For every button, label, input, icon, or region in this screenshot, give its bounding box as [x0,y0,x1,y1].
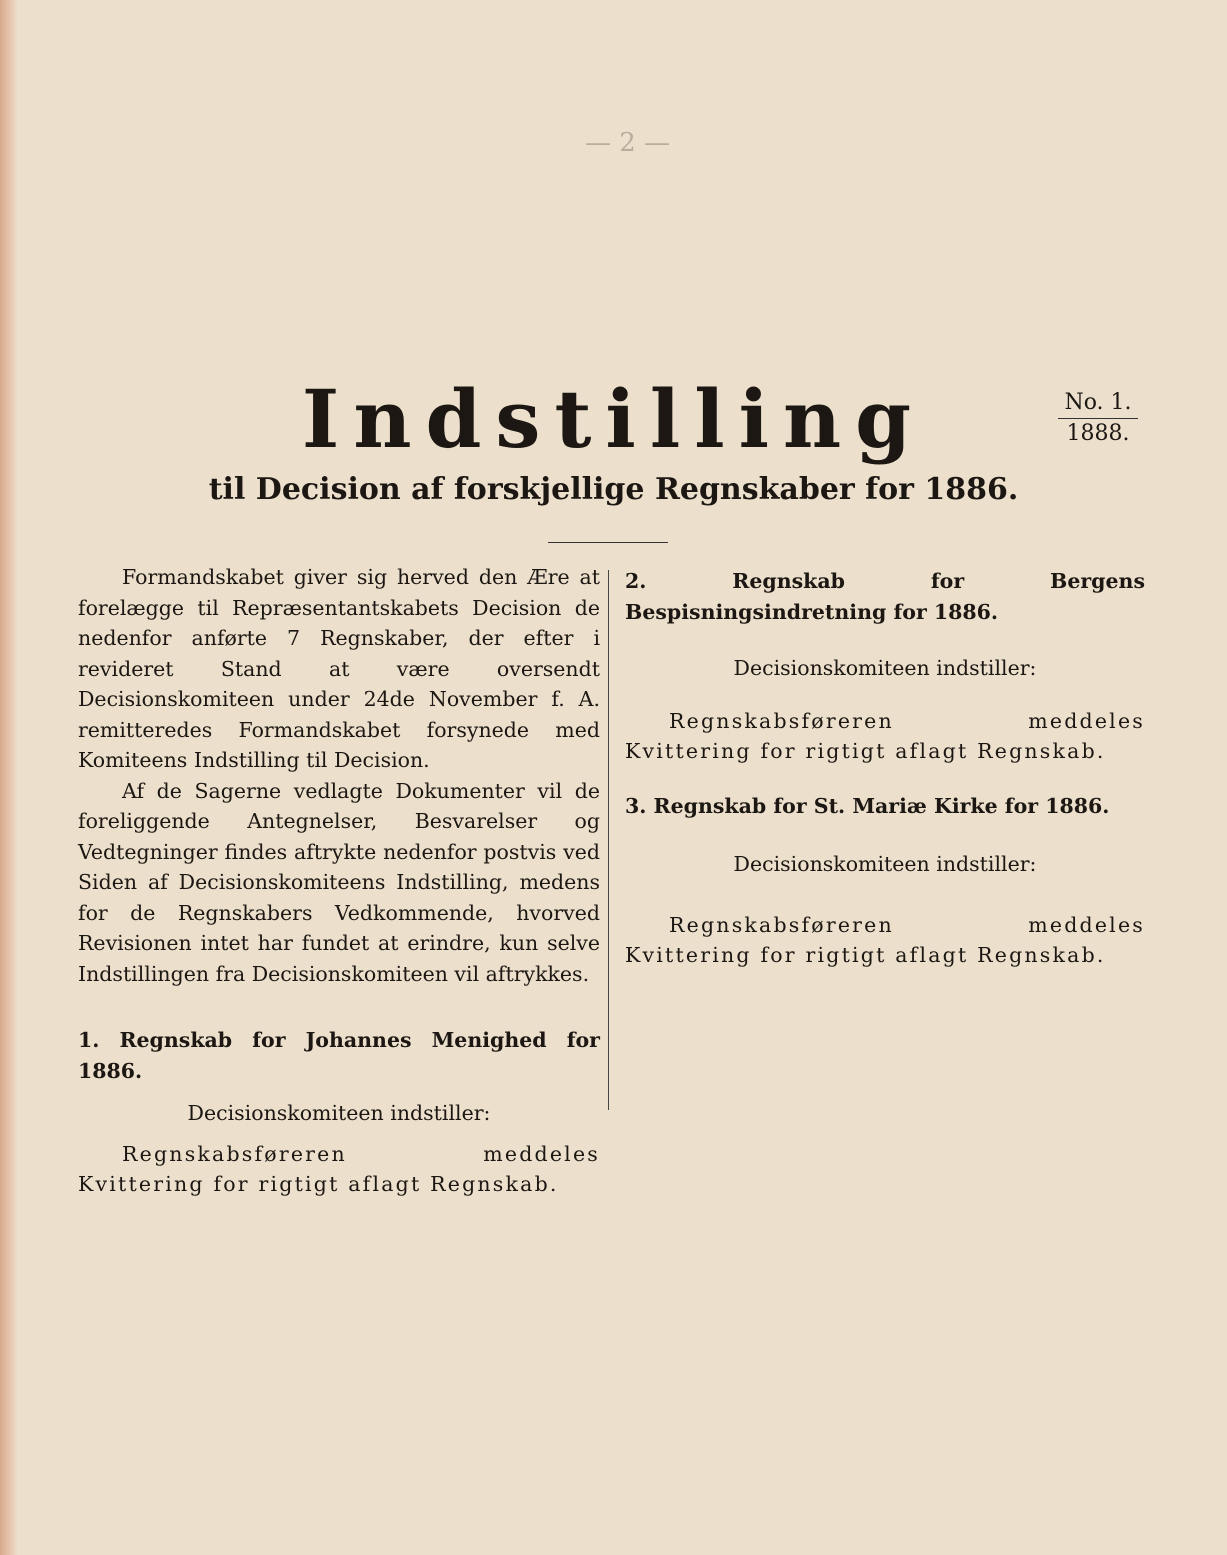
intro-paragraph-2: Af de Sagerne vedlagte Dokumenter vil de foreliggende Antegnelser, Besvarelser og Vedtegninger findes aftrykte nedenfor postvis ved Siden af Decisionskomiteens Indstilling, medens for de Regnskabers Vedkommende, hvorved Revisionen intet har fundet at erindre, kun selve Indstillingen fra Decisionskomiteen vil aftrykkes. [78,778,600,986]
section-recommendation-3: Regnskabsføreren meddeles Kvittering for rigtigt aflagt Regnskab. [625,912,1145,967]
intro-paragraph-1: Formandskabet giver sig herved den Ære at forelægge til Repræsentantskabets Decision de nedenfor anførte 7 Regnskaber, der efter i revideret Stand at være oversendt Decisionskomiteen under 24de November f. A. remitteredes Formandskabet forsynede med Komiteens Indstilling til Decision. [78,565,600,772]
page-edge [0,0,18,1555]
document-number [1058,390,1138,446]
document-number-rule [1058,418,1138,419]
section-heading-1: 1. Regnskab for Johannes Menighed for 1886. [78,1028,600,1083]
section-committee-1: Decisionskomiteen indstiller: [187,1101,491,1125]
document-number-label: No. 1. [1064,390,1132,415]
title-separator [548,542,668,543]
document-year: 1888. [1066,421,1130,446]
section-heading-2: 2. Regnskab for Bergens Bespisningsindretning for 1886. [625,569,1145,624]
section-heading-3: 3. Regnskab for St. Mariæ Kirke for 1886. [625,793,1110,818]
section-recommendation-1: Regnskabsføreren meddeles Kvittering for rigtigt aflagt Regnskab. [78,1141,600,1196]
document-title: Indstilling [301,372,926,466]
section-committee-3: Decisionskomiteen indstiller: [733,852,1037,876]
section-committee-2: Decisionskomiteen indstiller: [733,656,1037,680]
document-subtitle: til Decision af forskjellige Regnskaber for 1886. [208,472,1019,507]
column-divider [608,570,609,1110]
left-column [78,562,600,1200]
right-column [625,566,1145,971]
page-number: — 2 — [585,128,671,158]
section-recommendation-2: Regnskabsføreren meddeles Kvittering for rigtigt aflagt Regnskab. [625,708,1145,763]
